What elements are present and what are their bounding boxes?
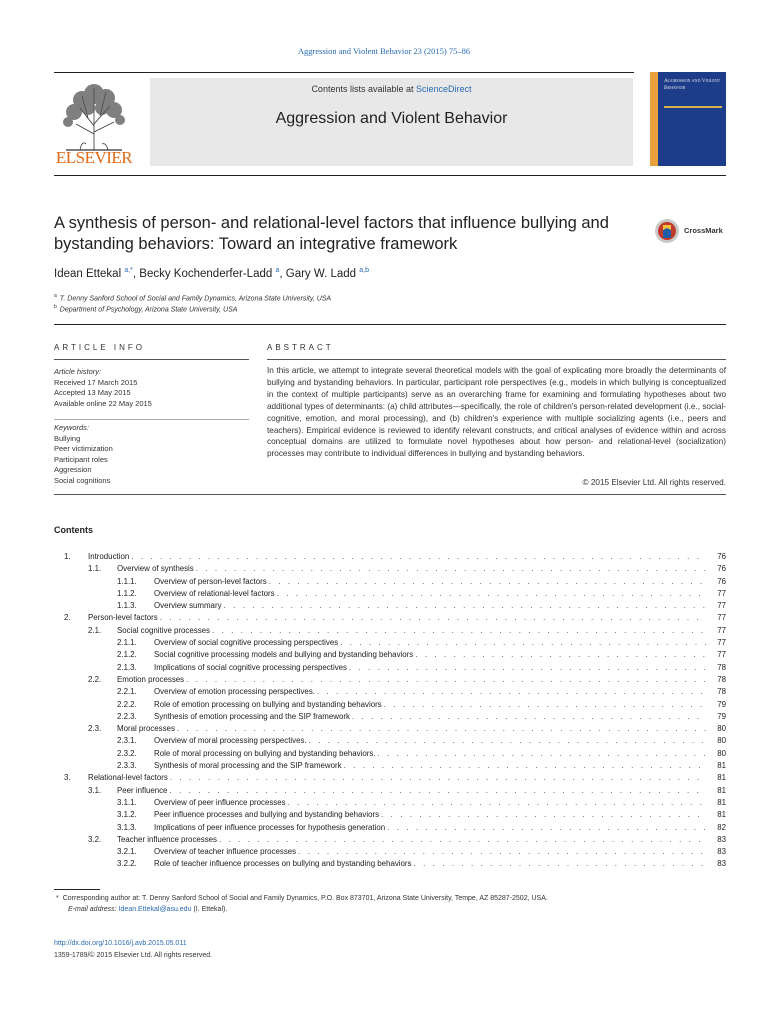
table-of-contents [54, 551, 726, 871]
toc-title[interactable]: Relational-level factors [88, 772, 170, 784]
toc-title[interactable]: Overview of peer influence processes [154, 797, 288, 809]
toc-title[interactable]: Moral processes [117, 723, 177, 735]
contents-available-line [150, 84, 633, 94]
toc-page-number[interactable]: 77 [717, 650, 726, 660]
toc-title[interactable]: Peer influence [117, 785, 169, 797]
history-accepted: Accepted 13 May 2015 [54, 388, 131, 397]
toc-entry[interactable] [54, 797, 726, 809]
toc-line [154, 846, 726, 858]
toc-number: 2.2.1. [117, 687, 137, 697]
toc-page-number[interactable]: 83 [717, 859, 726, 869]
toc-leader-dots [414, 858, 707, 870]
toc-leader-dots [378, 748, 706, 760]
toc-title[interactable]: Introduction [88, 551, 131, 563]
toc-line [154, 858, 726, 870]
toc-number: 2.1.3. [117, 662, 137, 672]
toc-number: 1.1. [88, 564, 102, 574]
toc-page-number[interactable]: 81 [717, 773, 726, 783]
toc-number: 2.1.1. [117, 638, 137, 648]
toc-page-number[interactable]: 80 [717, 724, 726, 734]
toc-number: 1.1.3. [117, 601, 137, 611]
toc-leader-dots [186, 674, 706, 686]
toc-entry[interactable] [54, 662, 726, 674]
toc-line [154, 686, 726, 698]
toc-page-number[interactable]: 77 [717, 601, 726, 611]
keyword: Social cognitions [54, 475, 111, 485]
toc-leader-dots [169, 785, 706, 797]
toc-page-number[interactable]: 78 [717, 674, 726, 684]
sciencedirect-link[interactable]: ScienceDirect [416, 84, 472, 94]
toc-entry[interactable] [54, 600, 726, 612]
toc-leader-dots [177, 723, 706, 735]
toc-entry[interactable] [54, 822, 726, 834]
tree-icon [54, 78, 134, 152]
toc-line [154, 576, 726, 588]
affiliation [54, 293, 331, 302]
elsevier-logo[interactable] [54, 78, 134, 168]
article-info-heading: ARTICLE INFO [54, 343, 145, 352]
toc-line [154, 735, 726, 747]
history-label: Article history: [54, 367, 102, 376]
toc-page-number[interactable]: 79 [717, 699, 726, 709]
toc-leader-dots [309, 735, 706, 747]
toc-page-number[interactable]: 80 [717, 748, 726, 758]
author-name[interactable]: Becky Kochenderfer-Ladd [139, 267, 273, 280]
author-separator: , [279, 267, 286, 280]
toc-number: 3.1.2. [117, 810, 137, 820]
toc-leader-dots [277, 588, 706, 600]
toc-line [117, 563, 726, 575]
toc-leader-dots [131, 551, 706, 563]
toc-entry[interactable] [54, 625, 726, 637]
toc-page-number[interactable]: 77 [717, 588, 726, 598]
toc-page-number[interactable]: 83 [717, 834, 726, 844]
author-separator: , [132, 267, 140, 280]
toc-number: 2.1.2. [117, 650, 137, 660]
toc-entry[interactable] [54, 674, 726, 686]
toc-leader-dots [269, 576, 706, 588]
crossmark-badge[interactable] [654, 218, 744, 244]
toc-number: 3.2. [88, 834, 102, 844]
toc-number: 2.3.1. [117, 736, 137, 746]
toc-entry[interactable] [54, 551, 726, 563]
journal-cover[interactable] [650, 72, 726, 166]
toc-page-number[interactable]: 83 [717, 847, 726, 857]
toc-line [117, 834, 726, 846]
abstract-rule [267, 359, 726, 360]
toc-entry[interactable] [54, 858, 726, 870]
toc-page-number[interactable]: 81 [717, 810, 726, 820]
toc-leader-dots [349, 662, 706, 674]
toc-leader-dots [340, 637, 706, 649]
toc-page-number[interactable]: 79 [717, 711, 726, 721]
toc-page-number[interactable]: 78 [717, 687, 726, 697]
toc-number: 3.2.2. [117, 859, 137, 869]
toc-number: 3. [64, 773, 71, 783]
toc-entry[interactable] [54, 588, 726, 600]
toc-entry[interactable] [54, 809, 726, 821]
article-title: A synthesis of person- and relational-level factors that influence bullying and bystanding behaviors: Toward an integrative framework [54, 214, 609, 253]
doi-link[interactable]: http://dx.doi.org/10.1016/j.avb.2015.05.011 [54, 940, 187, 947]
toc-page-number[interactable]: 76 [717, 552, 726, 561]
toc-line [154, 637, 726, 649]
cover-title: Aggression and Violent Behavior [664, 78, 721, 91]
abstract-text: In this article, we attempt to integrate several theoretical models with the goal of explicating more broadly the determinants of bullying and bystanding behaviors. In particular, participant role perspectives (e.g., models in which bullying is conceptualized in the context of multiple participants) serve as an overarching frame for examining and formulating hypotheses about two additional types of determinants: (a) child attributes—specifically, the role of children's person-related development (i.e., social-cognitive, emotion, and moral processing), and (b) children's experience with multiple socializing agents (i.e., peers and teachers). Empirical evidence is reviewed to identify relevant constructs, and critical analyses of evidence within and across conceptual domains are utilized to formulate novel hypotheses about how person- and relational-level (socialization) processes may contribute to individual differences in bullying and bystanding behaviors. [267, 366, 726, 459]
toc-page-number[interactable]: 81 [717, 797, 726, 807]
keyword: Participant roles [54, 454, 108, 464]
toc-title[interactable]: Implications of social cognitive processing perspectives [154, 662, 349, 674]
toc-line [154, 760, 726, 772]
toc-entry[interactable] [54, 785, 726, 797]
toc-line [154, 588, 726, 600]
toc-line [117, 785, 726, 797]
toc-number: 3.1.1. [117, 797, 137, 807]
toc-title[interactable]: Overview of synthesis [117, 563, 196, 575]
toc-page-number[interactable]: 76 [717, 576, 726, 586]
header-rule [54, 72, 634, 73]
toc-number: 1.1.2. [117, 588, 137, 598]
affiliation-mark: a [54, 293, 57, 299]
toc-line [154, 822, 726, 834]
toc-entry[interactable] [54, 576, 726, 588]
toc-entry[interactable] [54, 846, 726, 858]
corresponding-author-footnote [56, 893, 548, 915]
article-history [54, 367, 152, 409]
toc-entry[interactable] [54, 723, 726, 735]
toc-leader-dots [224, 600, 706, 612]
footnote-rule [54, 889, 100, 890]
toc-number: 2. [64, 613, 71, 623]
toc-title[interactable]: Overview of social cognitive processing perspectives [154, 637, 340, 649]
toc-page-number[interactable]: 81 [717, 761, 726, 771]
author-name[interactable]: Idean Ettekal [54, 267, 122, 280]
cover-rule [664, 106, 722, 108]
footnote-text: Corresponding author at: T. Denny Sanford School of Social and Family Dynamics, P.O. Box 873701, Arizona State University, Tempe, AZ 85287-2502, USA. [62, 895, 548, 902]
journal-reference[interactable]: Aggression and Violent Behavior 23 (2015) 75–86 [297, 46, 471, 56]
journal-banner [150, 78, 633, 166]
toc-page-number[interactable]: 81 [717, 785, 726, 795]
abstract-copyright: © 2015 Elsevier Ltd. All rights reserved. [582, 478, 726, 487]
author-affiliation-mark[interactable]: a,b [359, 267, 370, 274]
toc-title[interactable]: Synthesis of moral processing and the SIP framework [154, 760, 344, 772]
toc-page-number[interactable]: 77 [717, 625, 726, 635]
toc-title[interactable]: Role of emotion processing on bullying and bystanding behaviors [154, 699, 384, 711]
toc-number: 2.3. [88, 724, 102, 734]
toc-number: 1. [64, 552, 71, 561]
toc-leader-dots [160, 612, 706, 624]
affiliation-text: T. Denny Sanford School of Social and Family Dynamics, Arizona State University, USA [59, 295, 332, 303]
toc-number: 2.3.3. [117, 761, 137, 771]
toc-page-number[interactable]: 76 [717, 564, 726, 574]
toc-title[interactable]: Role of moral processing on bullying and bystanding behaviors. [154, 748, 378, 760]
history-online: Available online 22 May 2015 [54, 398, 152, 408]
toc-line [154, 748, 726, 760]
toc-entry[interactable] [54, 637, 726, 649]
toc-leader-dots [415, 649, 706, 661]
toc-line [154, 600, 726, 612]
toc-line [117, 625, 726, 637]
toc-title[interactable]: Peer influence processes and bullying and bystanding behaviors [154, 809, 381, 821]
toc-leader-dots [219, 834, 706, 846]
toc-title[interactable]: Emotion processes [117, 674, 186, 686]
toc-entry[interactable] [54, 834, 726, 846]
toc-title[interactable]: Overview of moral processing perspectives. [154, 735, 309, 747]
contents-heading: Contents [54, 525, 93, 535]
article-info-rule [54, 359, 249, 360]
toc-title[interactable]: Overview of emotion processing perspectives. [154, 686, 317, 698]
keywords [54, 423, 113, 486]
email-link[interactable]: Idean.Ettekal@asu.edu [118, 906, 192, 913]
toc-number: 2.1. [88, 625, 102, 635]
crossmark-icon [654, 218, 680, 244]
toc-entry[interactable] [54, 649, 726, 661]
toc-title[interactable]: Social cognitive processes [117, 625, 212, 637]
toc-number: 2.2.3. [117, 711, 137, 721]
author-affiliation-mark[interactable]: a,* [124, 267, 133, 274]
toc-line [154, 809, 726, 821]
keywords-label: Keywords: [54, 423, 90, 432]
toc-number: 2.2. [88, 674, 102, 684]
toc-leader-dots [196, 563, 706, 575]
toc-number: 3.2.1. [117, 847, 137, 857]
history-rule [54, 419, 249, 420]
affiliation-text: Department of Psychology, Arizona State University, USA [59, 306, 238, 314]
toc-number: 1.1.1. [117, 576, 137, 586]
abstract-heading: ABSTRACT [267, 343, 334, 352]
abstract-end-rule [54, 494, 726, 495]
author-affiliation-mark[interactable]: a [275, 267, 280, 274]
toc-leader-dots [384, 699, 706, 711]
toc-number: 3.1.3. [117, 822, 137, 832]
contents-prefix: Contents lists available at [311, 84, 414, 94]
keyword: Bullying [54, 433, 81, 443]
toc-title[interactable]: Social cognitive processing models and bullying and bystanding behaviors [154, 649, 415, 661]
toc-line [117, 723, 726, 735]
toc-title[interactable]: Overview summary [154, 600, 224, 612]
header-bottom-rule [54, 175, 726, 176]
toc-leader-dots [212, 625, 706, 637]
affiliation [54, 304, 237, 313]
toc-line [154, 649, 726, 661]
toc-line [88, 612, 726, 624]
toc-leader-dots [298, 846, 706, 858]
toc-title[interactable]: Teacher influence processes [117, 834, 219, 846]
toc-leader-dots [288, 797, 706, 809]
toc-line [154, 711, 726, 723]
toc-leader-dots [317, 686, 706, 698]
toc-entry[interactable] [54, 760, 726, 772]
journal-name[interactable]: Aggression and Violent Behavior [275, 110, 508, 127]
toc-leader-dots [352, 711, 706, 723]
toc-entry[interactable] [54, 699, 726, 711]
toc-number: 3.1. [88, 785, 102, 795]
toc-page-number[interactable]: 77 [717, 613, 726, 623]
cover-stripe [650, 72, 658, 166]
toc-title[interactable]: Overview of relational-level factors [154, 588, 277, 600]
toc-page-number[interactable]: 77 [717, 638, 726, 648]
toc-number: 2.2.2. [117, 699, 137, 709]
toc-entry[interactable] [54, 711, 726, 723]
toc-line [154, 797, 726, 809]
toc-title[interactable]: Overview of teacher influence processes [154, 846, 298, 858]
issn-line: 1359-1789/© 2015 Elsevier Ltd. All rights reserved. [54, 952, 213, 959]
toc-page-number[interactable]: 78 [717, 662, 726, 672]
email-suffix: (I. Ettekal). [193, 906, 228, 913]
toc-entry[interactable] [54, 735, 726, 747]
toc-entry[interactable] [54, 772, 726, 784]
toc-leader-dots [387, 822, 706, 834]
affiliation-rule [54, 324, 726, 325]
toc-title[interactable]: Role of teacher influence processes on bullying and bystanding behaviors [154, 858, 414, 870]
author-name[interactable]: Gary W. Ladd [285, 267, 357, 280]
toc-leader-dots [344, 760, 706, 772]
toc-entry[interactable] [54, 748, 726, 760]
toc-entry[interactable] [54, 563, 726, 575]
toc-title[interactable]: Person-level factors [88, 612, 160, 624]
toc-line [88, 551, 726, 563]
crossmark-label: CrossMark [684, 226, 723, 235]
toc-number: 2.3.2. [117, 748, 137, 758]
keyword: Aggression [54, 465, 92, 474]
author-list [54, 267, 369, 280]
toc-title[interactable]: Implications of peer influence processes for hypothesis generation [154, 822, 387, 834]
toc-entry[interactable] [54, 612, 726, 624]
footnote-mark: * [56, 895, 59, 902]
toc-title[interactable]: Synthesis of emotion processing and the SIP framework [154, 711, 352, 723]
toc-line [154, 662, 726, 674]
history-received: Received 17 March 2015 [54, 377, 138, 387]
toc-entry[interactable] [54, 686, 726, 698]
toc-line [154, 699, 726, 711]
keyword: Peer victimization [54, 444, 113, 453]
toc-page-number[interactable]: 82 [717, 822, 726, 832]
toc-line [117, 674, 726, 686]
email-label: E-mail address: [68, 906, 117, 913]
toc-title[interactable]: Overview of person-level factors [154, 576, 269, 588]
toc-line [88, 772, 726, 784]
toc-page-number[interactable]: 80 [717, 736, 726, 746]
affiliation-mark: b [54, 304, 57, 310]
toc-leader-dots [381, 809, 706, 821]
elsevier-wordmark: ELSEVIER [55, 148, 133, 167]
toc-leader-dots [170, 772, 706, 784]
